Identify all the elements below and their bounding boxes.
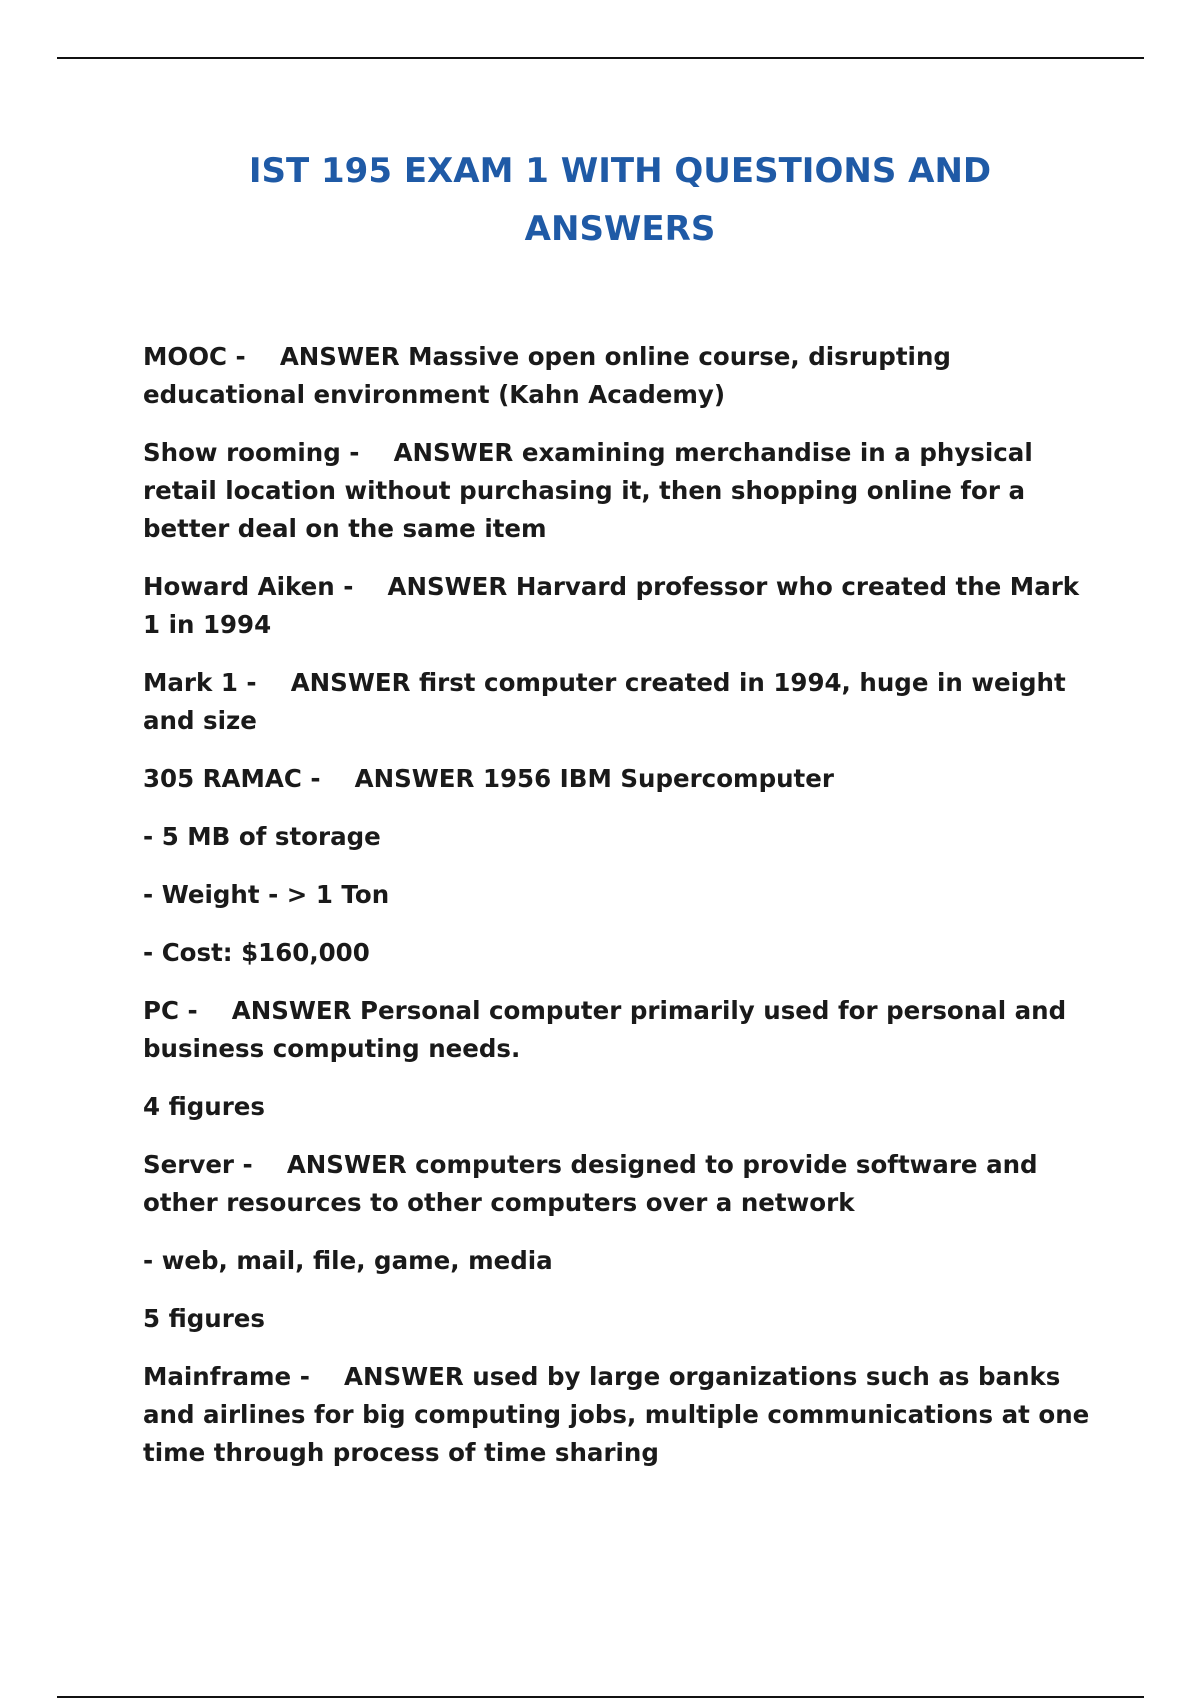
answer-label: ANSWER (387, 572, 508, 601)
entry-answer: used by large organizations such as banks and airlines for big computing jobs, multiple communications at one time through process of time sharing (143, 1362, 1090, 1467)
entry-term: Server - (143, 1150, 253, 1179)
ramac-note-storage: - 5 MB of storage (143, 822, 381, 851)
entry-term: Mainframe - (143, 1362, 310, 1391)
server-note-figures: 5 figures (143, 1304, 265, 1333)
entry-term: Howard Aiken - (143, 572, 354, 601)
ramac-note-cost: - Cost: $160,000 (143, 938, 370, 967)
entry-term: PC - (143, 996, 198, 1025)
entry-answer: first computer created in 1994, huge in weight and size (143, 668, 1066, 735)
ramac-note-weight: - Weight - > 1 Ton (143, 880, 390, 909)
answer-label: ANSWER (290, 668, 411, 697)
bottom-rule (57, 1696, 1144, 1698)
entry-mainframe (143, 1358, 1093, 1472)
entry-305-ramac (143, 760, 1093, 798)
entry-answer: Personal computer primarily used for personal and business computing needs. (143, 996, 1067, 1063)
entry-term: Mark 1 - (143, 668, 257, 697)
entry-mark-1 (143, 664, 1093, 740)
entry-answer: examining merchandise in a physical retail location without purchasing it, then shopping online for a better deal on the same item (143, 438, 1033, 543)
entry-answer: Massive open online course, disrupting educational environment (Kahn Academy) (143, 342, 951, 409)
answer-label: ANSWER (286, 1150, 407, 1179)
answer-label: ANSWER (354, 764, 475, 793)
entry-term: 305 RAMAC - (143, 764, 321, 793)
answer-label: ANSWER (393, 438, 514, 467)
top-rule (57, 57, 1144, 59)
entry-answer: computers designed to provide software and other resources to other computers over a network (143, 1150, 1038, 1217)
answer-label: ANSWER (279, 342, 400, 371)
entry-server (143, 1146, 1093, 1222)
document-title: IST 195 EXAM 1 WITH QUESTIONS AND ANSWERS (248, 151, 992, 249)
entry-show-rooming (143, 434, 1093, 548)
server-note-types: - web, mail, file, game, media (143, 1246, 553, 1275)
entry-term: MOOC - (143, 342, 246, 371)
entry-answer: 1956 IBM Supercomputer (482, 764, 834, 793)
entry-term: Show rooming - (143, 438, 360, 467)
entry-pc (143, 992, 1093, 1068)
document-body (143, 338, 1093, 1492)
entry-mooc (143, 338, 1093, 414)
answer-label: ANSWER (231, 996, 352, 1025)
pc-note: 4 figures (143, 1092, 265, 1121)
answer-label: ANSWER (344, 1362, 464, 1391)
entry-answer: Harvard professor who created the Mark 1 in 1994 (143, 572, 1080, 639)
entry-howard-aiken (143, 568, 1093, 644)
